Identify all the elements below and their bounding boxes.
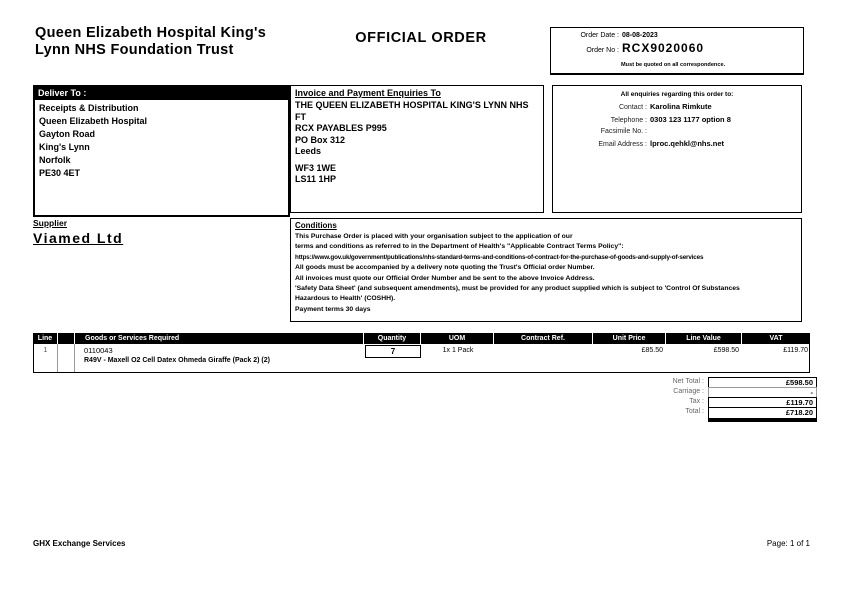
conditions-line: All goods must be accompanied by a delivery note quoting the Trust's Official order Number. xyxy=(295,264,595,272)
deliver-to-header: Deliver To : xyxy=(35,87,288,100)
net-total-label: Net Total : xyxy=(672,378,704,385)
item-code: 0110043 xyxy=(84,346,113,355)
order-date-label: Order Date : xyxy=(580,32,619,39)
cell-unit-price: £85.50 xyxy=(641,347,663,354)
cell-contract-ref xyxy=(495,344,593,372)
conditions-line: All invoices must quote our Official Order Number and be sent to the above Invoice Address. xyxy=(295,274,595,282)
conditions-line: This Purchase Order is placed with your organisation subject to the application of our xyxy=(295,233,573,240)
telephone-row xyxy=(553,115,801,124)
invoice-line: PO Box 312 xyxy=(295,134,346,145)
header-vat: VAT xyxy=(742,333,810,344)
tax-value: £119.70 xyxy=(708,397,817,409)
enquiries-heading: All enquiries regarding this order to: xyxy=(620,91,734,98)
cell-quantity xyxy=(365,344,421,372)
header-unit-price: Unit Price xyxy=(593,333,665,344)
conditions-line: terms and conditions as referred to in the Department of Health's "Applicable Contract Terms Policy": xyxy=(295,243,624,251)
header-line-value: Line Value xyxy=(666,333,741,344)
supplier-label: Supplier xyxy=(33,218,68,228)
conditions-line: Payment terms 30 days xyxy=(295,305,371,313)
deliver-line: PE30 4ET xyxy=(39,168,81,178)
deliver-to-box xyxy=(33,85,290,217)
item-description: R49V - Maxell O2 Cell Datex Ohmeda Giraffe (Pack 2) (2) xyxy=(84,357,270,364)
carriage-label: Carriage : xyxy=(673,388,704,395)
order-enquiries-box xyxy=(552,85,802,213)
email-label: Email Address : xyxy=(598,141,647,148)
deliver-line: Norfolk xyxy=(39,155,71,165)
tax-label: Tax : xyxy=(689,398,704,405)
deliver-to-address xyxy=(35,100,288,182)
net-total-value: £598.50 xyxy=(708,377,817,389)
supplier-name: Viamed Ltd xyxy=(33,230,124,246)
contact-label: Contact : xyxy=(618,104,647,111)
cell-spacer xyxy=(59,344,75,372)
header-goods: Goods or Services Required xyxy=(75,333,363,344)
cell-vat: £119.70 xyxy=(783,347,808,354)
email-row xyxy=(553,139,801,148)
order-no-row xyxy=(555,41,704,55)
telephone-label: Telephone : xyxy=(610,117,647,124)
cell-line-number: 1 xyxy=(34,344,58,372)
invoice-line: WF3 1WE xyxy=(295,162,337,173)
trust-name: Queen Elizabeth Hospital King's Lynn NHS Foundation Trust xyxy=(35,25,267,59)
footer-service-name: GHX Exchange Services xyxy=(33,539,126,548)
deliver-line: Queen Elizabeth Hospital xyxy=(39,116,148,126)
conditions-heading: Conditions xyxy=(295,221,337,230)
items-table xyxy=(33,333,810,373)
invoice-line: THE QUEEN ELIZABETH HOSPITAL KING'S LYNN NHS FT xyxy=(295,100,529,122)
contact-row xyxy=(553,102,801,111)
facsimile-label: Facsimile No. : xyxy=(600,128,647,135)
deliver-line: Receipts & Distribution xyxy=(39,103,139,113)
total-label: Total : xyxy=(685,408,704,415)
order-date-value: 08-08-2023 xyxy=(622,32,658,39)
email-value: lproc.qehkl@nhs.net xyxy=(650,139,724,148)
header-line: Line xyxy=(33,333,57,344)
telephone-value: 0303 123 1177 option 8 xyxy=(650,115,731,124)
conditions-line: 'Safety Data Sheet' (and subsequent amendments), must be provided for any product supplied which is subject to 'Control Of Substances xyxy=(295,285,740,293)
header-quantity: Quantity xyxy=(364,333,420,344)
header-uom: UOM xyxy=(421,333,493,344)
page-title: OFFICIAL ORDER xyxy=(355,30,487,46)
invoice-line: LS11 1HP xyxy=(295,174,337,184)
invoice-enquiries-heading: Invoice and Payment Enquiries To xyxy=(295,88,441,98)
carriage-value: - xyxy=(708,387,817,399)
deliver-line: Gayton Road xyxy=(39,129,96,139)
quantity-box: 7 xyxy=(365,345,421,358)
deliver-line: King's Lynn xyxy=(39,142,90,152)
invoice-line: Leeds xyxy=(295,146,322,156)
total-underline-rule xyxy=(708,419,817,422)
footer-page-number: Page: 1 of 1 xyxy=(766,539,810,548)
cell-uom: 1x 1 Pack xyxy=(442,347,474,354)
header-contract-ref: Contract Ref. xyxy=(494,333,592,344)
table-row xyxy=(33,344,810,373)
conditions-box xyxy=(290,218,802,322)
order-no-label: Order No : xyxy=(586,47,619,54)
cell-goods xyxy=(76,344,364,372)
items-table-header xyxy=(33,333,810,344)
contact-value: Karolina Rimkute xyxy=(650,102,712,111)
facsimile-row xyxy=(553,128,801,135)
order-no-value: RCX9020060 xyxy=(622,41,705,55)
table-header-spacer xyxy=(58,333,74,344)
conditions-line: Hazardous to Health' (COSHH). xyxy=(295,295,396,303)
order-note: Must be quoted on all correspondence. xyxy=(621,62,726,68)
invoice-enquiries-box xyxy=(290,85,544,213)
total-value: £718.20 xyxy=(708,407,817,419)
order-info-box xyxy=(550,27,804,75)
conditions-url-line: https://www.gov.uk/government/publications/nhs-standard-terms-and-conditions-of-contract-for-the-purchase-of-goods-and-supply-of-services xyxy=(295,253,704,261)
order-date-row xyxy=(555,32,658,39)
invoice-line: RCX PAYABLES P995 xyxy=(295,123,387,133)
cell-line-value: £598.50 xyxy=(713,347,739,354)
